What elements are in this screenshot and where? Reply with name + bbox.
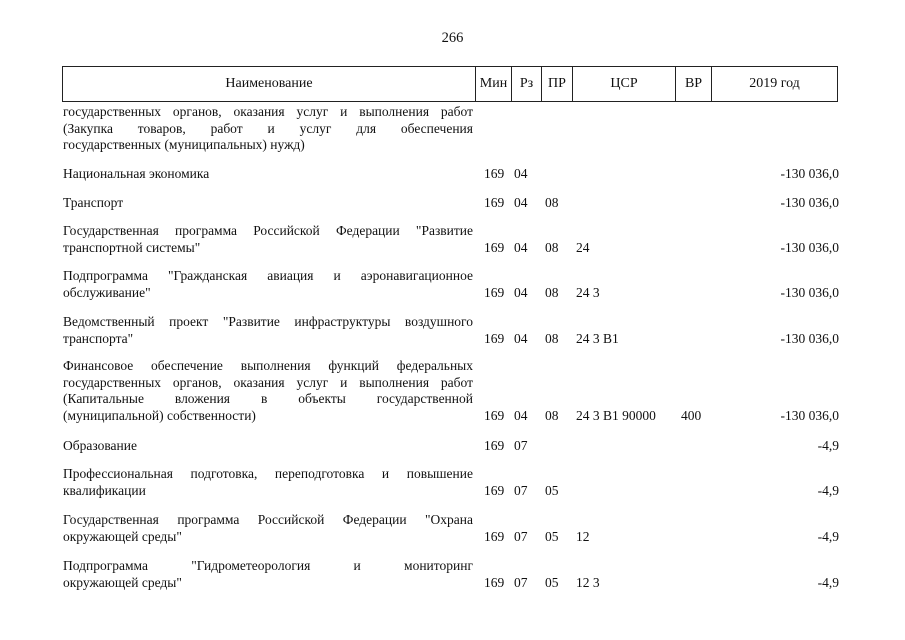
row-min: 169 [484, 438, 505, 453]
row-rz: 04 [514, 284, 528, 300]
row-csr: 12 3 [576, 574, 600, 590]
row-min: 169 [484, 166, 505, 181]
row-name-line: транспорта" [63, 330, 134, 346]
row-min: 169 [484, 482, 505, 498]
row-rz: 04 [514, 166, 528, 181]
row-min: 169 [484, 284, 505, 300]
row-name-line: государственных (муниципальных) нужд) [63, 137, 305, 152]
row-rz: 04 [514, 195, 528, 210]
header-pr: ПР [542, 67, 573, 102]
row-vr: 400 [681, 407, 702, 423]
row-sum: -4,9 [817, 528, 839, 544]
row-name-line: Государственная программа Российской Федерации "Развитие [63, 223, 473, 238]
row-min: 169 [484, 330, 505, 346]
row-name-line: Национальная экономика [63, 166, 210, 181]
row-rz: 04 [514, 330, 528, 346]
row-name [63, 438, 473, 455]
row-name-line: транспортной системы" [63, 239, 201, 255]
header-rz: Рз [512, 67, 542, 102]
row-name-line: (муниципальной) собственности) [63, 407, 256, 423]
row-rz: 07 [514, 482, 528, 498]
row-name-line: Ведомственный проект "Развитие инфраструктуры воздушного [63, 314, 473, 329]
row-pr: 08 [545, 330, 559, 346]
row-sum: -130 036,0 [780, 166, 839, 181]
row-name [63, 558, 473, 591]
row-name-line: квалификации [63, 482, 146, 498]
row-name-line: Профессиональная подготовка, переподготовка и повышение [63, 466, 473, 481]
row-pr: 05 [545, 482, 559, 498]
row-name [63, 166, 473, 183]
row-sum: -130 036,0 [780, 330, 839, 346]
page-number: 266 [441, 30, 464, 46]
row-sum: -4,9 [817, 438, 839, 453]
header-name: Наименование [63, 67, 476, 102]
row-name [63, 268, 473, 301]
row-name-line: государственных органов, оказания услуг и выполнения работ [63, 374, 473, 390]
row-pr: 05 [545, 528, 559, 544]
row-name-line: Подпрограмма "Гидрометеорология и мониторинг [63, 558, 473, 573]
row-pr: 05 [545, 574, 559, 590]
row-rz: 07 [514, 574, 528, 590]
row-pr: 08 [545, 407, 559, 423]
row-min: 169 [484, 574, 505, 590]
row-pr: 08 [545, 284, 559, 300]
row-csr: 24 [576, 239, 590, 255]
row-name-line: Подпрограмма "Гражданская авиация и аэронавигационное [63, 268, 473, 283]
row-pr: 08 [545, 239, 559, 255]
row-rz: 07 [514, 438, 528, 453]
row-sum: -130 036,0 [780, 195, 839, 210]
row-sum: -4,9 [817, 482, 839, 498]
row-name [63, 314, 473, 347]
row-name [63, 466, 473, 499]
row-pr: 08 [545, 195, 559, 210]
row-name-line: (Закупка товаров, работ и услуг для обеспечения [63, 120, 473, 136]
row-csr: 24 3 В1 90000 [576, 407, 656, 423]
row-min: 169 [484, 239, 505, 255]
row-name [63, 512, 473, 545]
row-name [63, 104, 473, 154]
header-vr: ВР [676, 67, 712, 102]
row-csr: 24 3 [576, 284, 600, 300]
row-min: 169 [484, 528, 505, 544]
row-name-line: окружающей среды" [63, 574, 182, 590]
row-name-line: Финансовое обеспечение выполнения функций федеральных [63, 358, 473, 373]
row-sum: -130 036,0 [780, 284, 839, 300]
row-name [63, 358, 473, 424]
row-min: 169 [484, 407, 505, 423]
row-name-line: окружающей среды" [63, 528, 182, 544]
row-name-line: государственных органов, оказания услуг и выполнения работ [63, 104, 473, 119]
row-csr: 12 [576, 528, 590, 544]
row-name-line: Государственная программа Российской Федерации "Охрана [63, 512, 473, 527]
row-name [63, 195, 473, 212]
row-rz: 04 [514, 239, 528, 255]
row-sum: -4,9 [817, 574, 839, 590]
row-min: 169 [484, 195, 505, 210]
header-csr: ЦСР [573, 67, 676, 102]
header-year: 2019 год [712, 67, 838, 102]
row-sum: -130 036,0 [780, 239, 839, 255]
row-rz: 04 [514, 407, 528, 423]
row-sum: -130 036,0 [780, 407, 839, 423]
row-name [63, 223, 473, 256]
row-csr: 24 3 В1 [576, 330, 619, 346]
row-name-line: обслуживание" [63, 284, 151, 300]
header-min: Мин [476, 67, 512, 102]
row-name-line: Транспорт [63, 195, 124, 210]
row-rz: 07 [514, 528, 528, 544]
row-name-line: Образование [63, 438, 137, 453]
row-name-line: (Капитальные вложения в объекты государственной [63, 391, 473, 406]
